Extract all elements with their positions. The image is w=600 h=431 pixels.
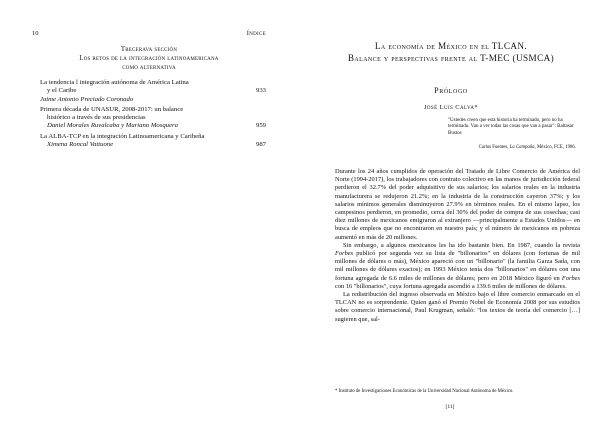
toc-author: Ximena Roncal Vattuone [47,141,114,149]
paragraph-text: con 16 "billonarios", cuya fortuna agregada ascendió a 139.6 miles de millones de dólares. [335,282,567,290]
epigraph: "Ustedes creen que esta historia ha terminado, pero no ha terminado. Van a ver todas las cosas que van a pasar": Baltasar Bustos [448,118,574,136]
section-heading-line: Los retos de la integración latinoamericana [79,55,219,62]
prologue-heading: Prólogo [434,86,468,95]
toc-title-line: Primera década de UNASUR, 2008-2017: un balance [40,105,184,113]
footnote: * Instituto de Investigaciones Económicas de la Universidad Nacional Autónoma de México. [335,389,514,394]
section-heading [32,45,266,72]
author-name: José Luis Calva* [423,104,479,111]
paragraph: Durante los 24 años cumplidos de operación del Tratado de Libre Comercio de América del Norte (1994-2017), los trabajadores con contrato colectivo en las manos de jurisdicción federal perdieron el 32.7% del poder adquisitivo de sus salarios; los salarios reales en la industria manufacturera se redujeron 21.2%; en la industria de la construcción cayeron 37%; y los salarios mínimos generales disminuyeron 27.9% en términos reales. En el mismo lapso, los campesinos perdieron, en promedio, cerca del 30% del poder de compra de sus cosechas; casi diez millones de mexicanos emigraron al extranjero —principalmente a Estados Unidos— en busca de empleos que no encontraron en nuestro país; y el número de mexicanos en pobreza aumentó en más de 20 millones. [335,168,580,241]
paragraph [335,242,580,291]
section-heading-line: Trecerava sección [120,46,178,53]
magazine-name: Forbes [561,274,580,282]
chapter-title-line: Balance y perspectivas frente al T-MEC (USMCA) [347,52,555,63]
epigraph-source [448,145,576,150]
table-of-contents [40,79,266,149]
toc-title-line: La ALBA-TCP en la integración Latinoamericana y Caribeña [40,132,205,140]
chapter-title-line: La economía de México en el TLCAN. [374,41,528,51]
magazine-name: Forbes [335,250,354,258]
page-number: 10 [32,30,39,37]
body-text [335,168,580,324]
toc-entry [40,133,266,150]
toc-author: Daniel Morales Ruvalcaba y Mariano Mosquera [47,122,178,130]
epigraph-source-suffix: , México, FCE, 1986. [534,145,576,150]
toc-page-number: 933 [255,86,266,94]
toc-entry [40,106,266,131]
paragraph-text: publicó por segunda vez su lista de "billonarios" en dólares (con fortunas de mil millones de dólares o más), México apareció con un "billonario" (la familia Garza Sada, con mil millones de dólares exactos); en 1993 México tenía dos "billonarios" en dólares con una fortuna agregada de 6.6 miles de millones de dólares; pero en 2018 México figuró en [335,250,580,282]
running-head [32,30,266,40]
toc-page-number: 959 [255,122,266,130]
epigraph-source-work: La Campaña [509,145,535,150]
epigraph-source-prefix: Carlos Fuentes, [478,145,510,150]
chapter-title [320,41,582,65]
toc-author: Jaime Antonio Preciado Coronado [40,95,134,103]
toc-title-line: y el Caribe [47,87,77,95]
paragraph-text: Sin embargo, a algunos mexicanos les ha ido bastante bien. En 1987, cuando la revista [343,241,580,249]
toc-entry [40,79,266,104]
toc-page-number: 987 [255,141,266,149]
folio: [11] [445,404,455,410]
running-title: Índice [246,30,266,37]
right-page [300,0,600,431]
paragraph: La redistribución del ingreso observada en México bajo el libre comercio enmarcado en el TLCAN no es sorprendente. Quien ganó el Premio Nobel de Economía 2008 por sus estudios sobre comercio internacional, Paul Krugman, señaló: "los textos de teoría del comercio […] sugieren que, sal- [335,291,580,323]
toc-title-line: La tendencia l integración autónoma de América Latina [40,79,189,86]
section-heading-line: como alternativa [122,64,176,71]
toc-title-line: histórico a través de sus presidencias [47,114,146,122]
